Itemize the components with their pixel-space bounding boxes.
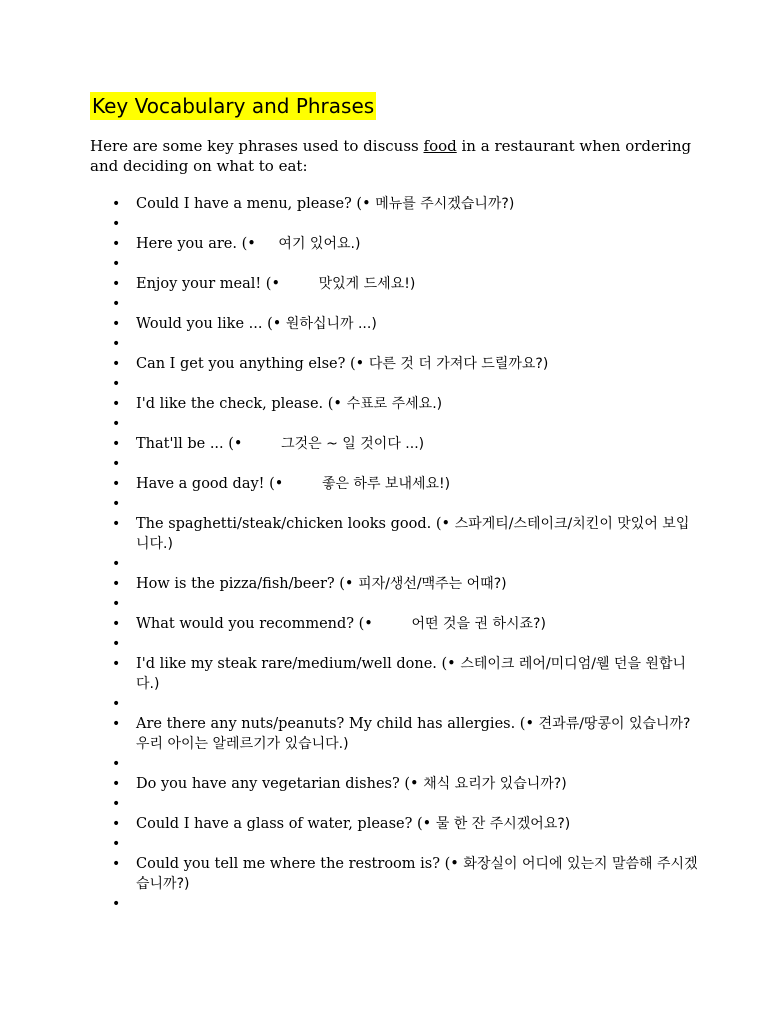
phrase-korean: 수표로 주세요.) [346, 396, 443, 412]
phrase-english: The spaghetti/steak/chicken looks good. (• [136, 516, 455, 532]
empty-list-item [90, 374, 700, 394]
list-item [90, 474, 700, 494]
phrase-english: Enjoy your meal! (• [136, 276, 285, 292]
bullet-marker: • [112, 376, 121, 392]
empty-list-item [90, 894, 700, 914]
phrase-korean: 물 한 잔 주시겠어요?) [435, 816, 571, 832]
list-item [90, 814, 700, 834]
bullet-marker: • [112, 776, 121, 792]
bullet-marker: • [112, 236, 121, 252]
bullet-marker: • [112, 256, 121, 272]
empty-list-item [90, 754, 700, 774]
bullet-marker: • [112, 416, 121, 432]
phrase-korean: 맛있게 드세요!) [318, 276, 416, 292]
bullet-marker: • [112, 396, 121, 412]
list-item [90, 234, 700, 254]
bullet-marker: • [112, 496, 121, 512]
empty-list-item [90, 494, 700, 514]
bullet-marker: • [112, 516, 121, 532]
phrase-korean: 어떤 것을 권 하시죠?) [411, 616, 546, 632]
phrase-english: I'd like my steak rare/medium/well done. (• [136, 656, 461, 672]
list-item [90, 854, 700, 894]
bullet-marker: • [112, 756, 121, 772]
bullet-marker: • [112, 656, 121, 672]
bullet-marker: • [112, 696, 121, 712]
bullet-marker: • [112, 636, 121, 652]
list-item [90, 434, 700, 454]
bullet-marker: • [112, 896, 121, 912]
bullet-marker: • [112, 796, 121, 812]
list-item [90, 654, 700, 694]
phrase-korean: 메뉴를 주시겠습니까?) [375, 196, 515, 212]
empty-list-item [90, 594, 700, 614]
phrase-korean: 좋은 하루 보내세요!) [321, 476, 451, 492]
phrase-english: Do you have any vegetarian dishes? (• [136, 776, 424, 792]
bullet-marker: • [112, 616, 121, 632]
list-item [90, 574, 700, 594]
phrase-list [90, 194, 700, 914]
list-item [90, 194, 700, 214]
list-item [90, 394, 700, 414]
phrase-korean: 그것은 ~ 일 것이다 ...) [281, 436, 425, 452]
empty-list-item [90, 334, 700, 354]
phrase-korean: 여기 있어요.) [278, 236, 361, 252]
phrase-korean: 견과류/땅콩이 있습니까? 우리 아이는 알레르기가 있습니다.) [136, 716, 691, 752]
phrase-english: Could I have a glass of water, please? (• [136, 816, 436, 832]
bullet-marker: • [112, 836, 121, 852]
empty-list-item [90, 454, 700, 474]
phrase-korean: 채식 요리가 있습니까?) [423, 776, 567, 792]
page-title: Key Vocabulary and Phrases [92, 94, 375, 118]
bullet-marker: • [112, 816, 121, 832]
list-item [90, 354, 700, 374]
phrase-korean: 원하십니까 ...) [285, 316, 377, 332]
phrase-korean: 다른 것 더 가져다 드릴까요?) [368, 356, 549, 372]
phrase-korean: 스파게티/스테이크/치킨이 맛있어 보입니다.) [136, 516, 690, 552]
phrase-english: Could I have a menu, please? (• [136, 196, 376, 212]
empty-list-item [90, 694, 700, 714]
phrase-english: Can I get you anything else? (• [136, 356, 369, 372]
list-item [90, 514, 700, 554]
phrase-english: Here you are. (• [136, 236, 261, 252]
bullet-marker: • [112, 856, 121, 872]
food-link[interactable]: food [423, 137, 457, 155]
empty-list-item [90, 414, 700, 434]
bullet-marker: • [112, 456, 121, 472]
bullet-marker: • [112, 216, 121, 232]
phrase-english: Would you like ... (• [136, 316, 286, 332]
empty-list-item [90, 294, 700, 314]
phrase-english: Could you tell me where the restroom is? (• [136, 856, 464, 872]
intro-paragraph [90, 136, 700, 176]
empty-list-item [90, 794, 700, 814]
bullet-marker: • [112, 576, 121, 592]
empty-list-item [90, 554, 700, 574]
bullet-marker: • [112, 336, 121, 352]
empty-list-item [90, 254, 700, 274]
intro-text-start: Here are some key phrases used to discuss [90, 137, 424, 155]
empty-list-item [90, 834, 700, 854]
phrase-english: How is the pizza/fish/beer? (• [136, 576, 359, 592]
bullet-marker: • [112, 716, 121, 732]
phrase-english: What would you recommend? (• [136, 616, 378, 632]
phrase-korean: 화장실이 어디에 있는지 말씀해 주시겠습니까?) [136, 856, 698, 892]
list-item [90, 714, 700, 754]
empty-list-item [90, 634, 700, 654]
bullet-marker: • [112, 596, 121, 612]
bullet-marker: • [112, 296, 121, 312]
bullet-marker: • [112, 556, 121, 572]
phrase-english: Have a good day! (• [136, 476, 288, 492]
bullet-marker: • [112, 356, 121, 372]
document-page [90, 92, 700, 914]
list-item [90, 614, 700, 634]
bullet-marker: • [112, 276, 121, 292]
bullet-marker: • [112, 476, 121, 492]
phrase-english: That'll be ... (• [136, 436, 248, 452]
list-item [90, 274, 700, 294]
list-item [90, 774, 700, 794]
list-item [90, 314, 700, 334]
intro-text-end: in a restaurant when ordering and deciding on what to eat: [90, 137, 692, 175]
empty-list-item [90, 214, 700, 234]
phrase-english: Are there any nuts/peanuts? My child has allergies. (• [136, 716, 539, 732]
bullet-marker: • [112, 316, 121, 332]
phrase-korean: 피자/생선/맥주는 어때?) [358, 576, 507, 592]
phrase-english: I'd like the check, please. (• [136, 396, 347, 412]
bullet-marker: • [112, 196, 121, 212]
bullet-marker: • [112, 436, 121, 452]
phrase-korean: 스테이크 레어/미디엄/웰 던을 원합니다.) [136, 656, 686, 692]
